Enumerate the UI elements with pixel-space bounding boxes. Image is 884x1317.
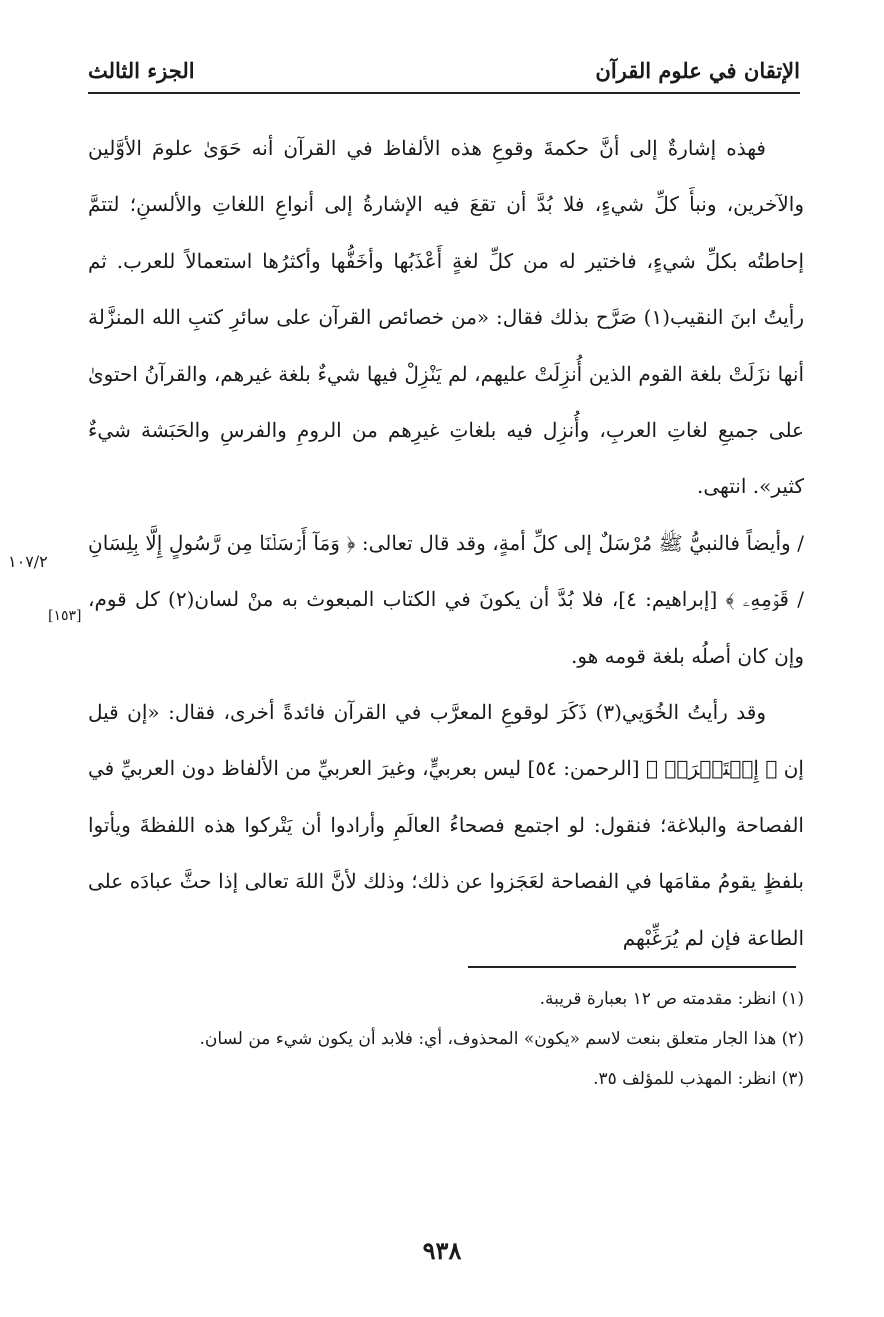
margin-section-reference: [١٥٣] bbox=[48, 608, 82, 624]
margin-volume-reference: ١٠٧/٢ bbox=[8, 552, 48, 571]
part-label: الجزء الثالث bbox=[88, 57, 195, 83]
book-title: الإتقان في علوم القرآن bbox=[595, 57, 800, 83]
paragraph-1: فهذه إشارةٌ إلى أنَّ حكمةَ وقوعِ هذه الألفاظ في القرآن أنه حَوَىٰ علومَ الأوَّلين والآخرين، ونبأَ كلِّ شيءٍ، فلا بُدَّ أن تقعَ فيه الإشارةُ إلى أنواعِ اللغاتِ والألسنِ؛ لتتمَّ إحاطتُه بكلِّ شيءٍ، فاختير له من كلِّ لغةٍ أَعْذَبُها وأخَفُّها وأكثرُها استعمالاً للعرب. ثم رأيتُ ابنَ النقيب(١) صَرَّح بذلك فقال: «من خصائص القرآن على سائرِ كتبِ الله المنزَّلة أنها نزَلَتْ بلغة القوم الذين أُنزِلَتْ عليهم، لم يَنْزِلْ فيها شيءٌ بلغة غيرهم، والقرآنُ احتوىٰ على جميعِ لغاتِ العربِ، وأُنزِل فيه بلغاتِ غيرِهم من الرومِ والفرسِ والحَبَشة شيءٌ كثير». انتهى. bbox=[88, 136, 805, 499]
paragraph-2: / وأيضاً فالنبيُّ ﷺ مُرْسَلٌ إلى كلِّ أمةٍ، وقد قال تعالى: ﴿ وَمَآ أَرۡسَلۡنَا مِن رَّسُولٍ إِلَّا بِلِسَانِ / قَوۡمِهِۦ ﴾ [إبراهيم: ٤]، فلا بُدَّ أن يكونَ في الكتاب المبعوث به منْ لسان(٢) كل قوم، وإن كان أصلُه بلغة قومه هو. bbox=[88, 530, 804, 668]
paragraph-3: وقد رأيتُ الخُوَيي(٣) ذَكَرَ لوقوعِ المعرَّب في القرآن فائدةً أخرى، فقال: «إن قيل إن ﴿ إِسۡتَبۡرَقٖ ﴾ [الرحمن: ٥٤] ليس بعربيٍّ، وغيرَ العربيِّ من الألفاظ دون العربيِّ في الفصاحة والبلاغة؛ فنقول: لو اجتمع فصحاءُ العالَمِ وأرادوا أن يَتْركوا هذه اللفظةَ ويأتوا بلفظٍ يقومُ مقامَها في الفصاحة لعَجَزوا عن ذلك؛ وذلك لأنَّ اللهَ تعالى إذا حثَّ عبادَه على الطاعة فإن لم يُرَغِّبْهم bbox=[88, 700, 804, 950]
footnote-divider bbox=[468, 966, 796, 968]
footnotes bbox=[88, 982, 804, 1102]
footnote-2: (٢) هذا الجار متعلق بنعت لاسم «يكون» المحذوف، أي: فلابد أن يكون شيء من لسان. bbox=[199, 1029, 804, 1049]
footnote-3: (٣) انظر: المهذب للمؤلف ٣٥. bbox=[593, 1069, 804, 1089]
running-header bbox=[88, 52, 800, 88]
main-text bbox=[88, 120, 804, 966]
footnote-1: (١) انظر: مقدمته ص ١٢ بعبارة قريبة. bbox=[539, 989, 804, 1009]
header-divider bbox=[88, 92, 800, 94]
page-number: ٩٣٨ bbox=[422, 1236, 462, 1265]
